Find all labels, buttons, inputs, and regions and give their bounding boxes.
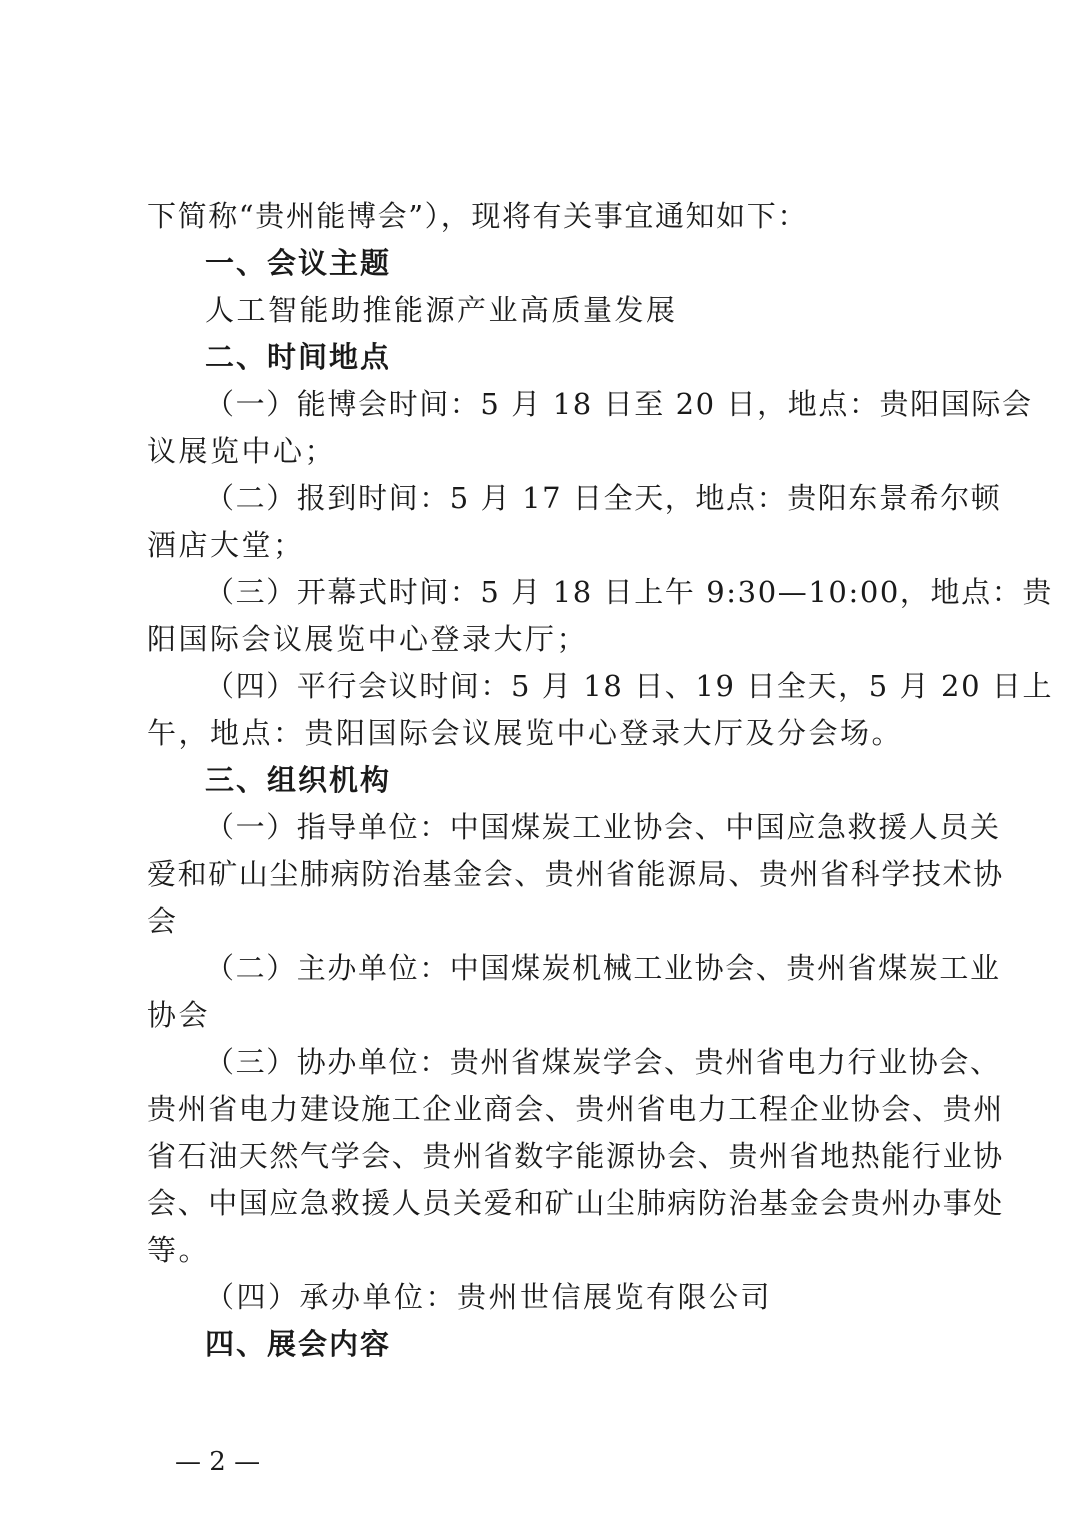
section-heading-theme: 一、会议主题 — [205, 246, 392, 280]
registration-line: （二）报到时间：5 月 17 日全天，地点：贵阳东景希尔顿 — [205, 481, 1002, 515]
section-heading-organizations: 三、组织机构 — [205, 763, 392, 797]
guiding-units-line: （一）指导单位：中国煤炭工业协会、中国应急救援人员关 — [205, 810, 1001, 844]
co-organizers-continued-2: 省石油天然气学会、贵州省数字能源协会、贵州省地热能行业协 — [147, 1139, 1004, 1173]
registration-place-continued: 酒店大堂； — [147, 528, 305, 562]
page-number: — 2 — — [175, 1447, 261, 1477]
parallel-place-continued: 午，地点：贵阳国际会议展览中心登录大厅及分会场。 — [147, 716, 904, 750]
co-organizers-continued-3: 会、中国应急救援人员关爱和矿山尘肺病防治基金会贵州办事处 — [147, 1186, 1004, 1220]
intro-line: 下简称“贵州能博会”），现将有关事宜通知如下： — [147, 199, 808, 233]
section-heading-exhibition: 四、展会内容 — [205, 1327, 392, 1361]
opening-ceremony-line: （三）开幕式时间：5 月 18 日上午 9:30—10:00，地点：贵 — [205, 575, 1053, 609]
theme-text: 人工智能助推能源产业高质量发展 — [205, 293, 678, 327]
co-organizers-end: 等。 — [147, 1233, 211, 1267]
organizer-line: （四）承办单位：贵州世信展览有限公司 — [205, 1280, 773, 1314]
guiding-units-end: 会 — [147, 904, 179, 938]
document-body — [147, 193, 1054, 1368]
host-units-line: （二）主办单位：中国煤炭机械工业协会、贵州省煤炭工业 — [205, 951, 1001, 985]
section-heading-time-place: 二、时间地点 — [205, 340, 392, 374]
co-organizers-continued-1: 贵州省电力建设施工企业商会、贵州省电力工程企业协会、贵州 — [147, 1092, 1004, 1126]
co-organizers-line: （三）协办单位：贵州省煤炭学会、贵州省电力行业协会、 — [205, 1045, 1001, 1079]
expo-time-line: （一）能博会时间：5 月 18 日至 20 日，地点：贵阳国际会 — [205, 387, 1033, 421]
expo-place-continued: 议展览中心； — [147, 434, 337, 468]
guiding-units-continued: 爱和矿山尘肺病防治基金会、贵州省能源局、贵州省科学技术协 — [147, 857, 1004, 891]
parallel-meetings-line: （四）平行会议时间：5 月 18 日、19 日全天，5 月 20 日上 — [205, 669, 1054, 703]
opening-place-continued: 阳国际会议展览中心登录大厅； — [147, 622, 589, 656]
host-units-end: 协会 — [147, 998, 211, 1032]
